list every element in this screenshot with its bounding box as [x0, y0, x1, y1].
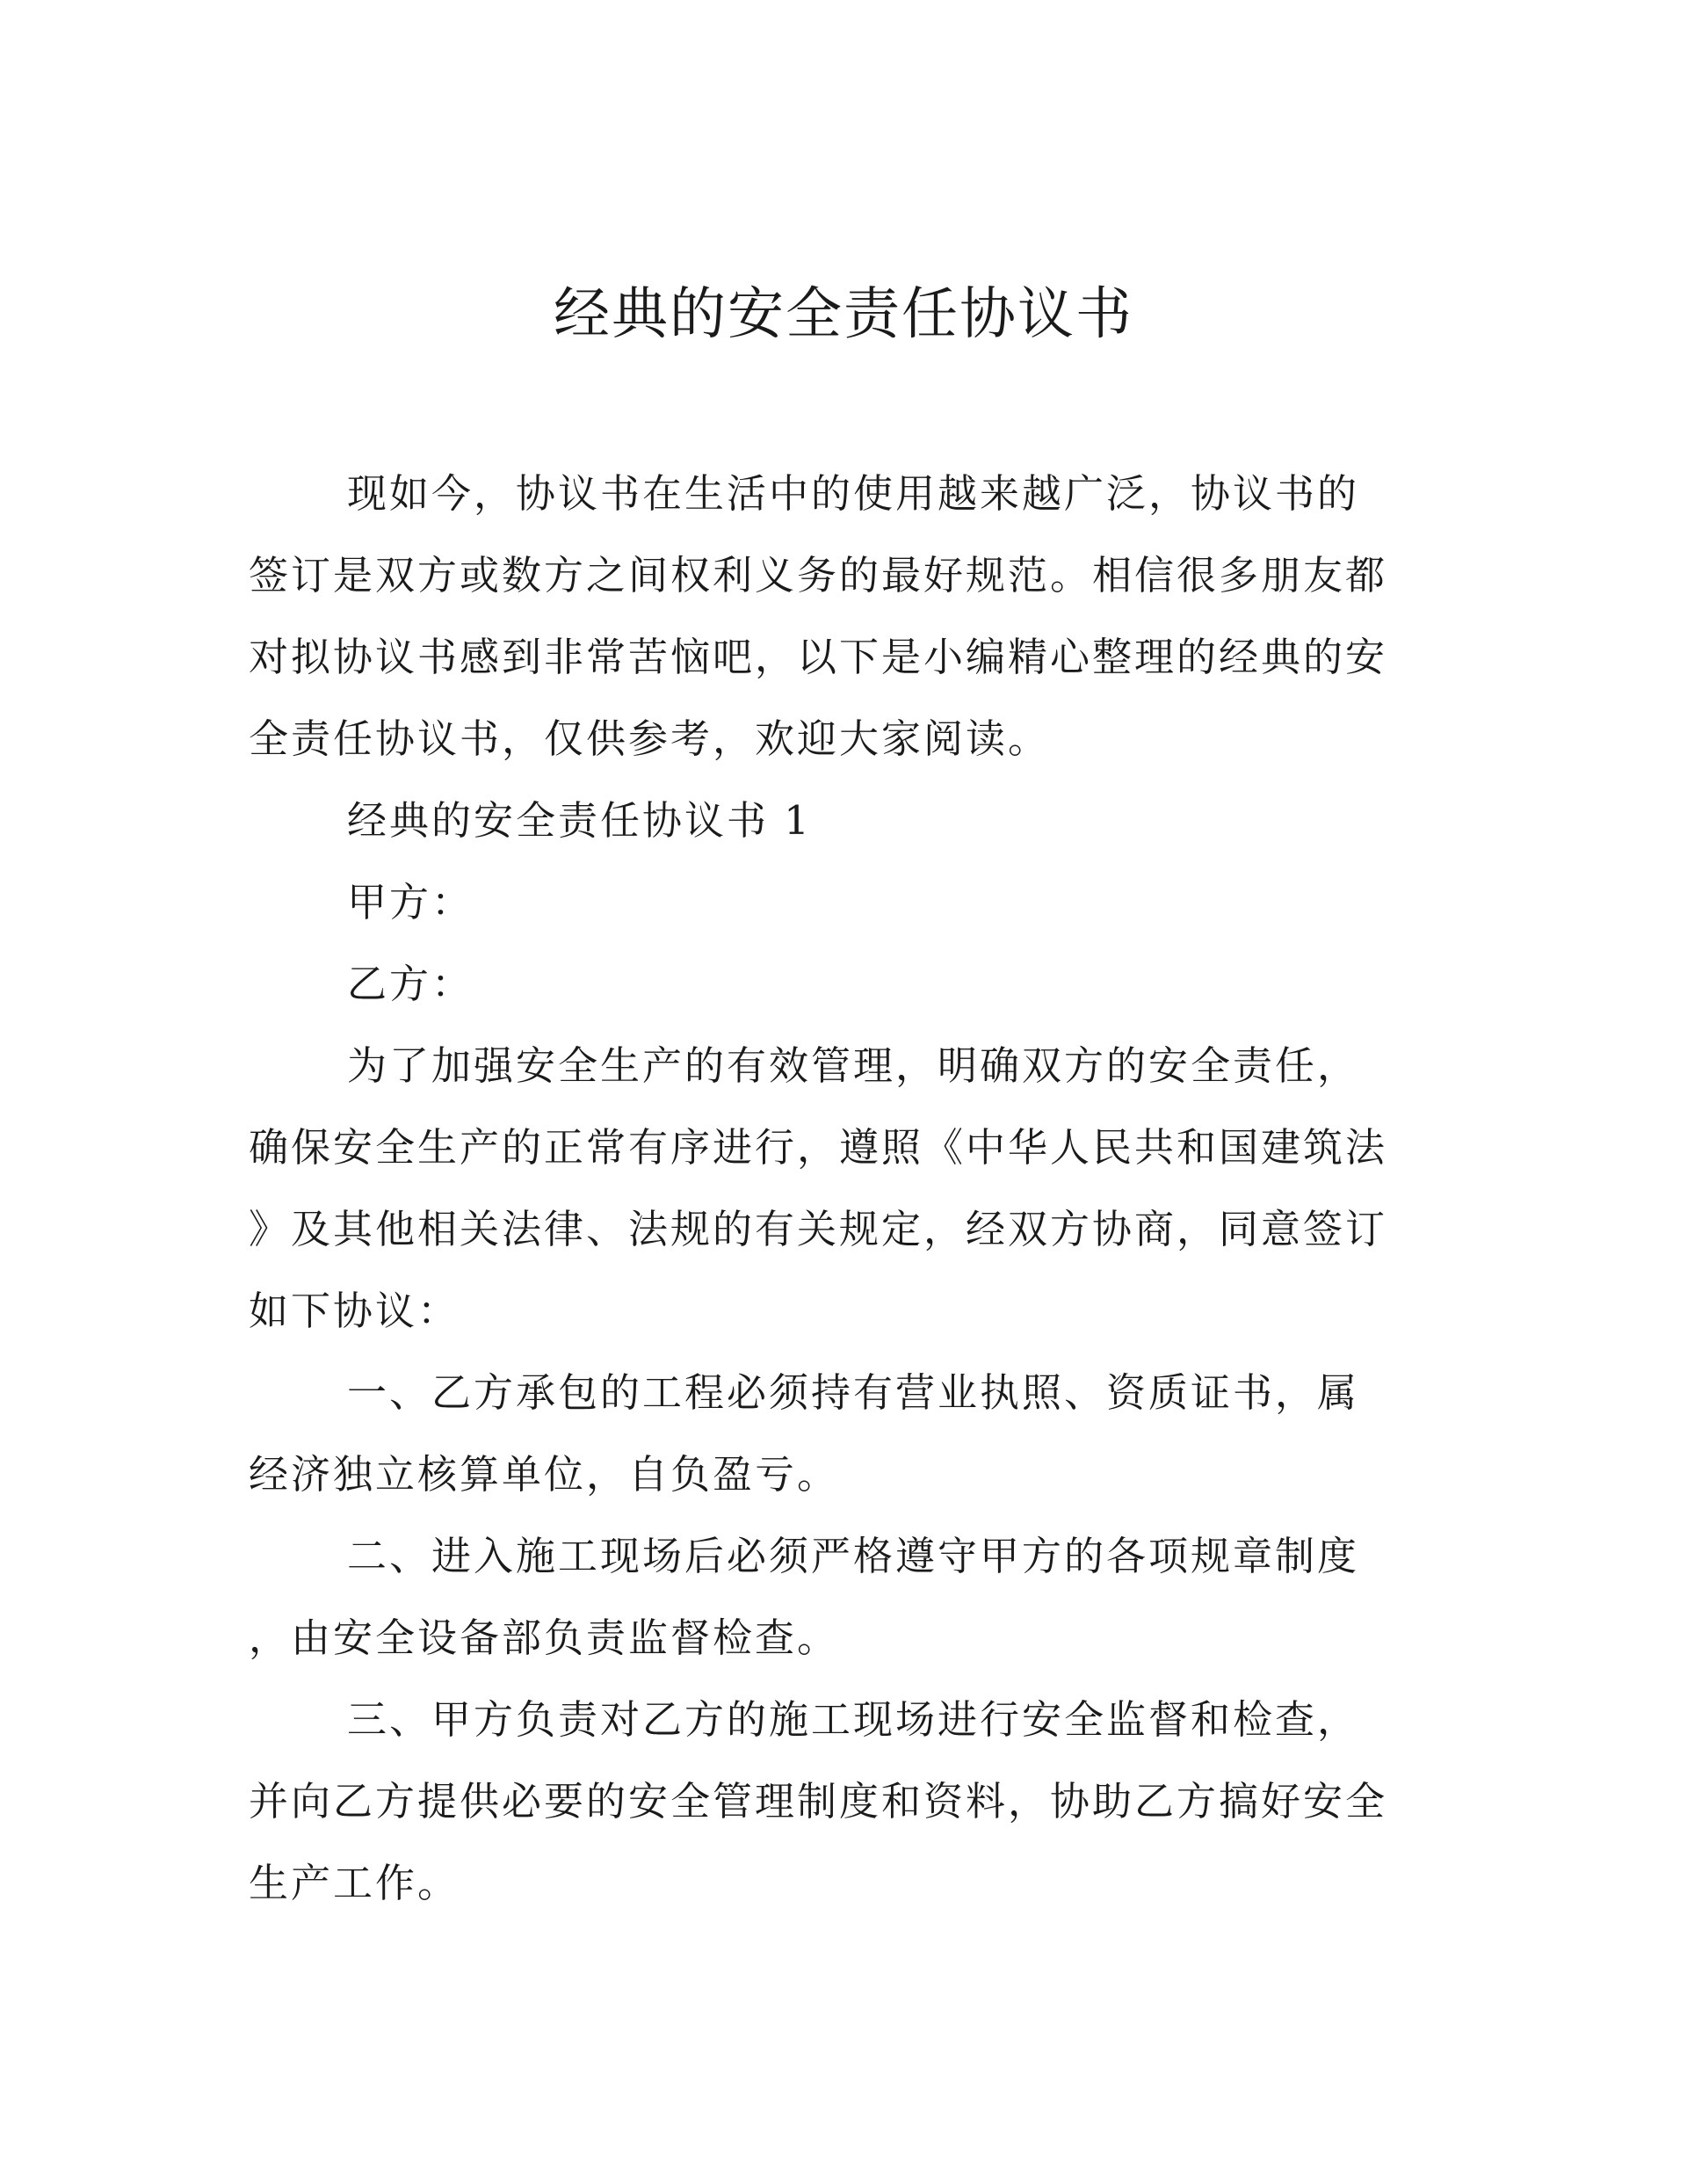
- party-b-label: 乙方：: [347, 961, 474, 1007]
- document-title: 经典的安全责任协议书: [554, 282, 1133, 347]
- clause-line: 并向乙方提供必要的安全管理制度和资料，协助乙方搞好安全: [249, 1778, 1388, 1825]
- preamble-line: 确保安全生产的正常有序进行，遵照《中华人民共和国建筑法: [249, 1124, 1388, 1171]
- preamble-line: 为了加强安全生产的有效管理，明确双方的安全责任，: [347, 1042, 1360, 1089]
- document-body: [249, 453, 1437, 1924]
- clause-line: 生产工作。: [249, 1860, 460, 1906]
- intro-line: 对拟协议书感到非常苦恼吧，以下是小编精心整理的经典的安: [249, 634, 1388, 680]
- preamble-line: 》及其他相关法律、法规的有关规定，经双方协商，同意签订: [249, 1206, 1388, 1252]
- clause-1: [249, 1352, 1437, 1515]
- clause-3: [249, 1679, 1437, 1924]
- clause-2: [249, 1515, 1437, 1679]
- preamble-line: 如下协议：: [249, 1288, 460, 1334]
- intro-line: 签订是双方或数方之间权利义务的最好规范。相信很多朋友都: [249, 552, 1388, 599]
- clause-line: ，由安全设备部负责监督检查。: [249, 1614, 840, 1661]
- intro-line: 全责任协议书，仅供参考，欢迎大家阅读。: [249, 715, 1051, 762]
- intro-line: 现如今，协议书在生活中的使用越来越广泛，协议书的: [347, 470, 1360, 517]
- section-heading: 经典的安全责任协议书 1: [347, 797, 812, 844]
- party-a-label: 甲方：: [347, 879, 474, 925]
- clause-line: 二、进入施工现场后必须严格遵守甲方的各项规章制度: [347, 1533, 1360, 1579]
- clause-line: 经济独立核算单位，自负盈亏。: [249, 1451, 840, 1498]
- preamble-paragraph: [249, 1025, 1437, 1352]
- clause-line: 一、乙方承包的工程必须持有营业执照、资质证书，属: [347, 1369, 1360, 1416]
- intro-paragraph: [249, 453, 1437, 780]
- clause-line: 三、甲方负责对乙方的施工现场进行安全监督和检查，: [347, 1696, 1360, 1743]
